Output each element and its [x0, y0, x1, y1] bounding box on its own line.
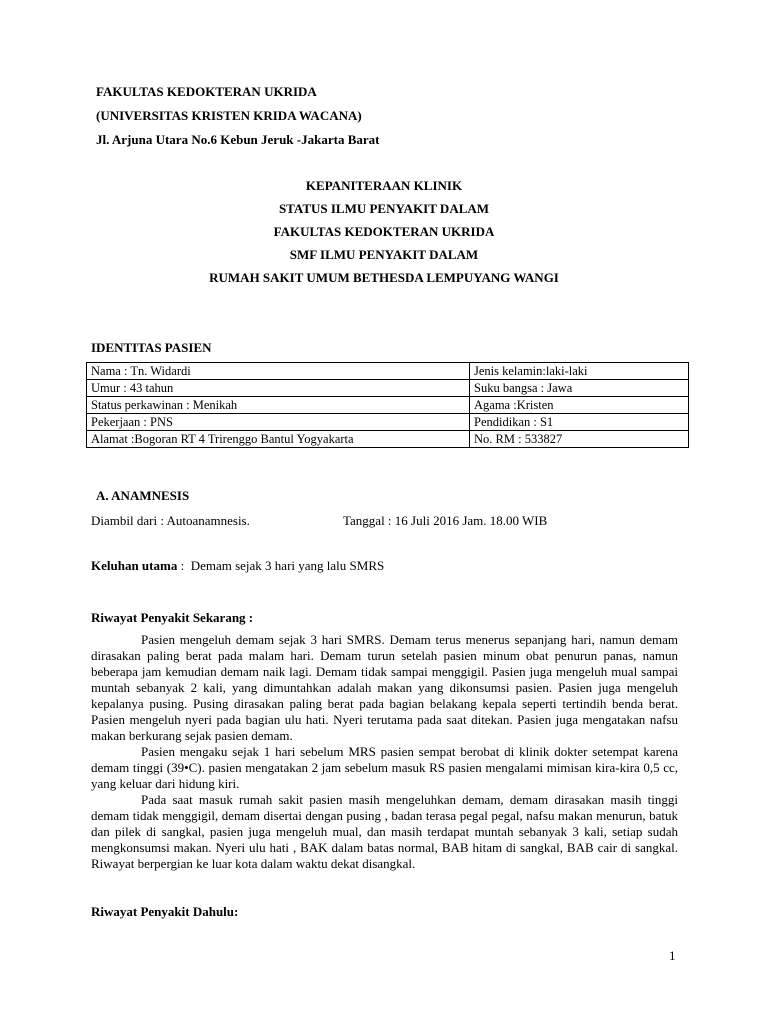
table-cell: Jenis kelamin:laki-laki [470, 363, 689, 380]
header-address: Jl. Arjuna Utara No.6 Kebun Jeruk -Jakarta Barat [96, 132, 380, 147]
table-row [87, 363, 689, 380]
title-rumah-sakit: RUMAH SAKIT UMUM BETHESDA LEMPUYANG WANGI [209, 270, 559, 285]
title-status: STATUS ILMU PENYAKIT DALAM [278, 201, 490, 216]
table-row [87, 397, 689, 414]
table-cell: Umur : 43 tahun [87, 380, 470, 397]
title-smf: SMF ILMU PENYAKIT DALAM [289, 247, 479, 262]
table-cell: Pekerjaan : PNS [87, 414, 470, 431]
rps-paragraph: Pada saat masuk rumah sakit pasien masih mengeluhkan demam, demam dirasakan masih tinggi demam tidak menggigil, demam disertai dengan pusing , badan terasa pegal pegal, nafsu makan menurun, batuk dan pilek di sangkal, pasien juga mengeluh mual, dan masih terdapat muntah sebanyak 3 kali, setiap sudah mengkonsumsi makan. Nyeri ulu hati , BAK dalam batas normal, BAB hitam di sangkal, BAB cair di sangkal. Riwayat berpergian ke luar kota dalam waktu dekat disangkal. [91, 792, 678, 871]
table-cell: Nama : Tn. Widardi [87, 363, 470, 380]
rpd-heading: Riwayat Penyakit Dahulu: [91, 904, 239, 919]
diambil-dari: Diambil dari : Autoanamnesis. [91, 513, 250, 528]
anamnesis-heading: A. ANAMNESIS [96, 488, 190, 503]
table-cell: Agama :Kristen [470, 397, 689, 414]
header-faculty: FAKULTAS KEDOKTERAN UKRIDA [96, 84, 317, 99]
rps-body [91, 632, 678, 872]
tanggal: Tanggal : 16 Juli 2016 Jam. 18.00 WIB [343, 513, 548, 528]
table-cell: Pendidikan : S1 [470, 414, 689, 431]
keluhan-utama-value: : Demam sejak 3 hari yang lalu SMRS [177, 558, 385, 573]
rps-paragraph: Pasien mengeluh demam sejak 3 hari SMRS. Demam terus menerus sepanjang hari, namun demam dirasakan paling berat pada malam hari. Demam turun setelah pasien minum obat penurun panas, namun beberapa jam kemudian demam naik lagi. Demam tidak sampai menggigil. Pasien juga mengeluh mual sampai muntah sebanyak 2 kali, yang dimuntahkan adalah makan yang dikonsumsi pasien. Pasien juga mengeluh kepalanya pusing. Pusing dirasakan paling berat pada bagian belakang kepala seperti tertindih benda berat. Pasien mengeluh nyeri pada bagian ulu hati. Nyeri terutama pada saat ditekan. Pasien juga mengatakan nafsu makan berkurang sejak pasien demam. [91, 632, 678, 743]
table-cell: Suku bangsa : Jawa [470, 380, 689, 397]
identitas-table [86, 362, 689, 448]
header-university: (UNIVERSITAS KRISTEN KRIDA WACANA) [96, 108, 362, 123]
table-row [87, 414, 689, 431]
keluhan-utama-label: Keluhan utama [91, 558, 178, 573]
page-number: 1 [669, 948, 676, 963]
identitas-heading: IDENTITAS PASIEN [91, 340, 212, 355]
keluhan-utama [91, 558, 384, 574]
table-row [87, 380, 689, 397]
rps-paragraph: Pasien mengaku sejak 1 hari sebelum MRS pasien sempat berobat di klinik dokter setempat karena demam tinggi (39•C). pasien mengatakan 2 jam sebelum masuk RS pasien mengalami mimisan kira-kira 0,5 cc, yang keluar dari hidung kiri. [91, 744, 678, 791]
rps-heading: Riwayat Penyakit Sekarang : [91, 610, 254, 625]
table-row [87, 431, 689, 448]
title-fakultas: FAKULTAS KEDOKTERAN UKRIDA [273, 224, 495, 239]
title-kepaniteraan: KEPANITERAAN KLINIK [305, 178, 463, 193]
table-cell: Alamat :Bogoran RT 4 Trirenggo Bantul Yogyakarta [87, 431, 470, 448]
table-cell: Status perkawinan : Menikah [87, 397, 470, 414]
table-cell: No. RM : 533827 [470, 431, 689, 448]
